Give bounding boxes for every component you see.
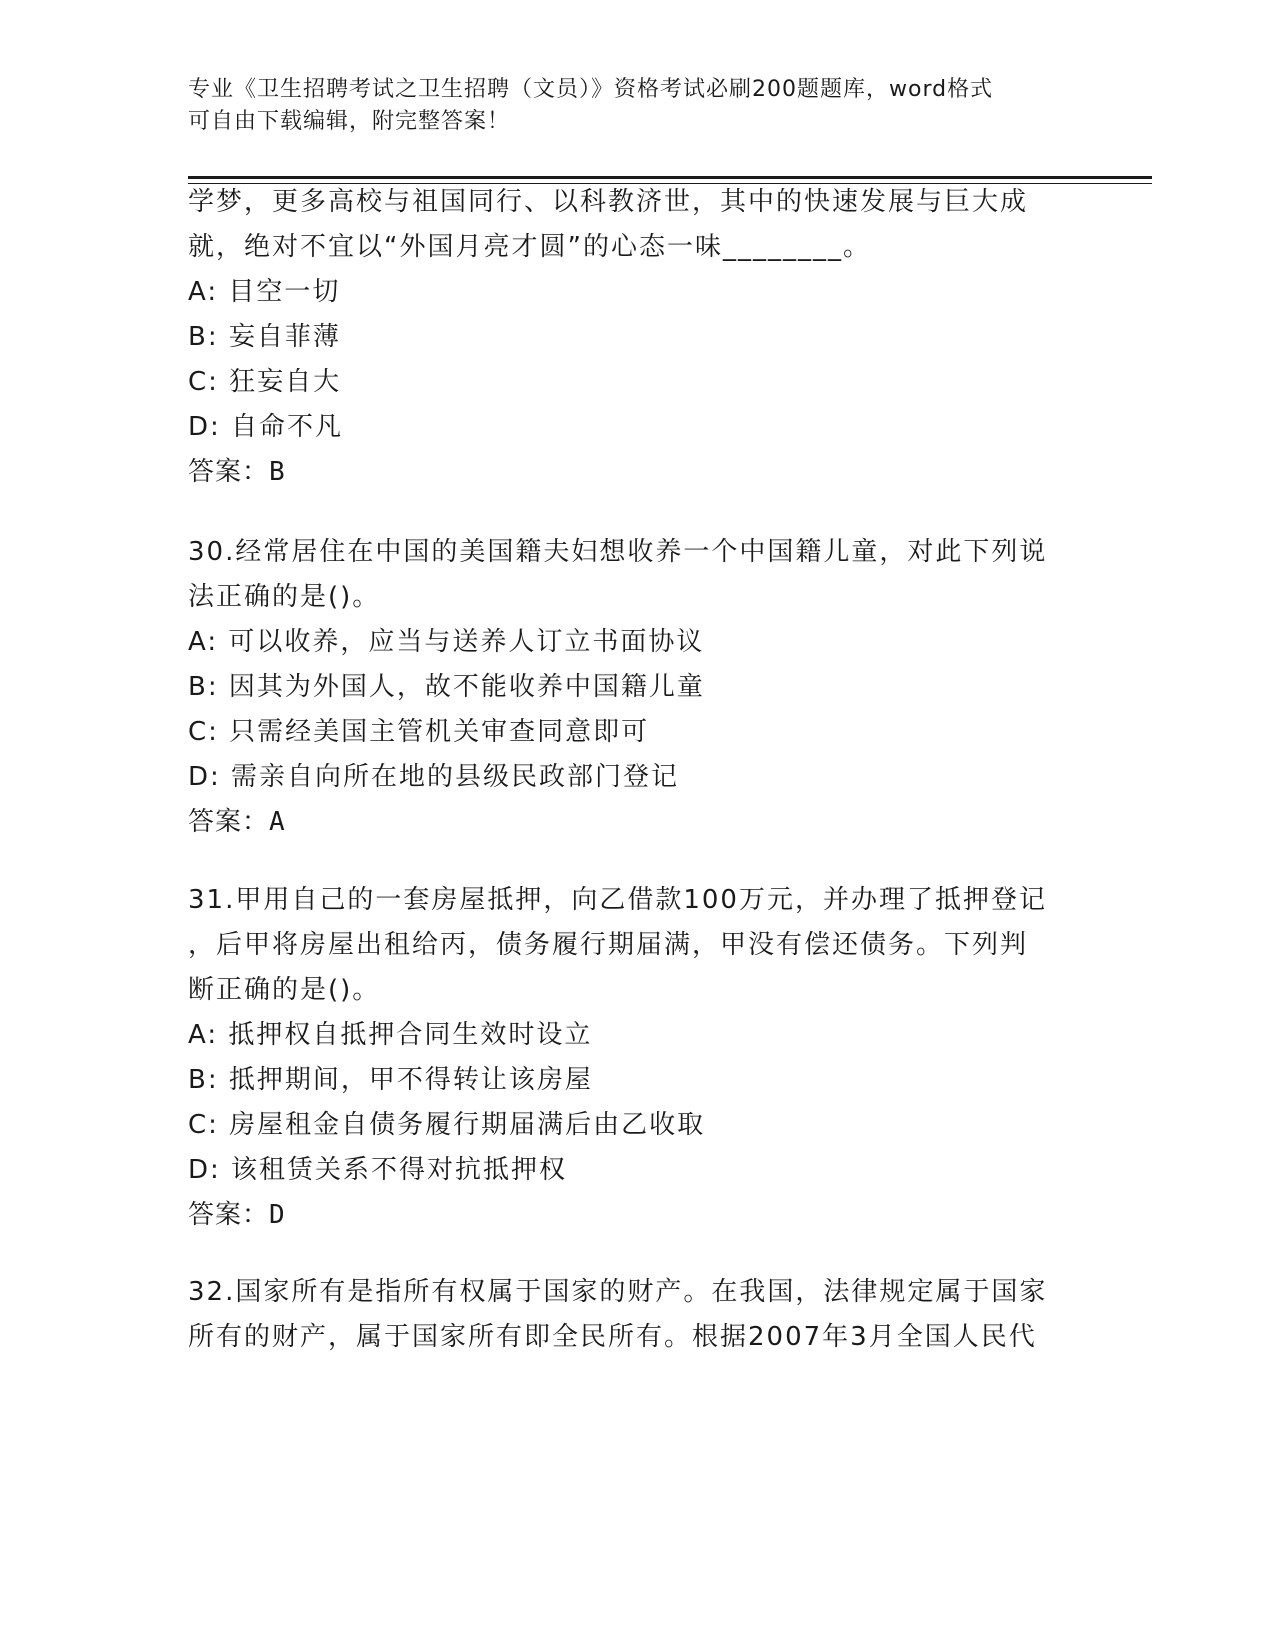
question-stem-line: 所有的财产，属于国家所有即全民所有。根据2007年3月全国人民代 [188,1322,1037,1352]
question-stem-line: 法正确的是()。 [188,582,381,612]
answer-line [188,1193,1088,1238]
document-header [188,74,1068,138]
question-stem-line: 31.甲用自己的一套房屋抵押，向乙借款100万元，并办理了抵押登记 [188,885,1047,915]
option-a: A: 目空一切 [188,277,341,307]
option-c: C: 狂妄自大 [188,367,342,397]
answer-label: 答案： [188,807,270,837]
question-31 [188,878,1088,1238]
option-d: D: 该租赁关系不得对抗抵押权 [188,1155,568,1185]
answer-value: B [269,457,286,487]
answer-line [188,800,1088,845]
header-divider-thick [188,176,1152,179]
question-stem-line: 断正确的是()。 [188,975,381,1005]
answer-label: 答案： [188,457,270,487]
option-b: B: 抵押期间，甲不得转让该房屋 [188,1065,593,1095]
option-a: A: 抵押权自抵押合同生效时设立 [188,1020,593,1050]
question-stem-line: 就，绝对不宜以“外国月亮才圆”的心态一味________。 [188,232,871,262]
option-c: C: 只需经美国主管机关审查同意即可 [188,717,650,747]
question-stem-line: ，后甲将房屋出租给丙，债务履行期届满，甲没有偿还债务。下列判 [188,930,1029,960]
option-c: C: 房屋租金自债务履行期届满后由乙收取 [188,1110,706,1140]
option-d: D: 自命不凡 [188,412,344,442]
answer-value: D [269,1200,286,1230]
option-b: B: 因其为外国人，故不能收养中国籍儿童 [188,672,705,702]
option-b: B: 妄自菲薄 [188,322,341,352]
answer-label: 答案： [188,1200,270,1230]
question-stem-line: 学梦，更多高校与祖国同行、以科教济世，其中的快速发展与巨大成 [188,187,1029,217]
question-32 [188,1270,1088,1360]
question-stem-line: 30.经常居住在中国的美国籍夫妇想收养一个中国籍儿童，对此下列说 [188,537,1048,567]
answer-line [188,450,1088,495]
answer-value: A [269,807,286,837]
header-line-2: 可自由下载编辑，附完整答案！ [188,109,511,134]
header-line-1: 专业《卫生招聘考试之卫生招聘（文员）》资格考试必刷200题题库，word格式 [188,77,994,102]
option-d: D: 需亲自向所在地的县级民政部门登记 [188,762,680,792]
question-30 [188,530,1088,845]
option-a: A: 可以收养，应当与送养人订立书面协议 [188,627,705,657]
question-29 [188,180,1088,495]
question-stem-line: 32.国家所有是指所有权属于国家的财产。在我国，法律规定属于国家 [188,1277,1048,1307]
